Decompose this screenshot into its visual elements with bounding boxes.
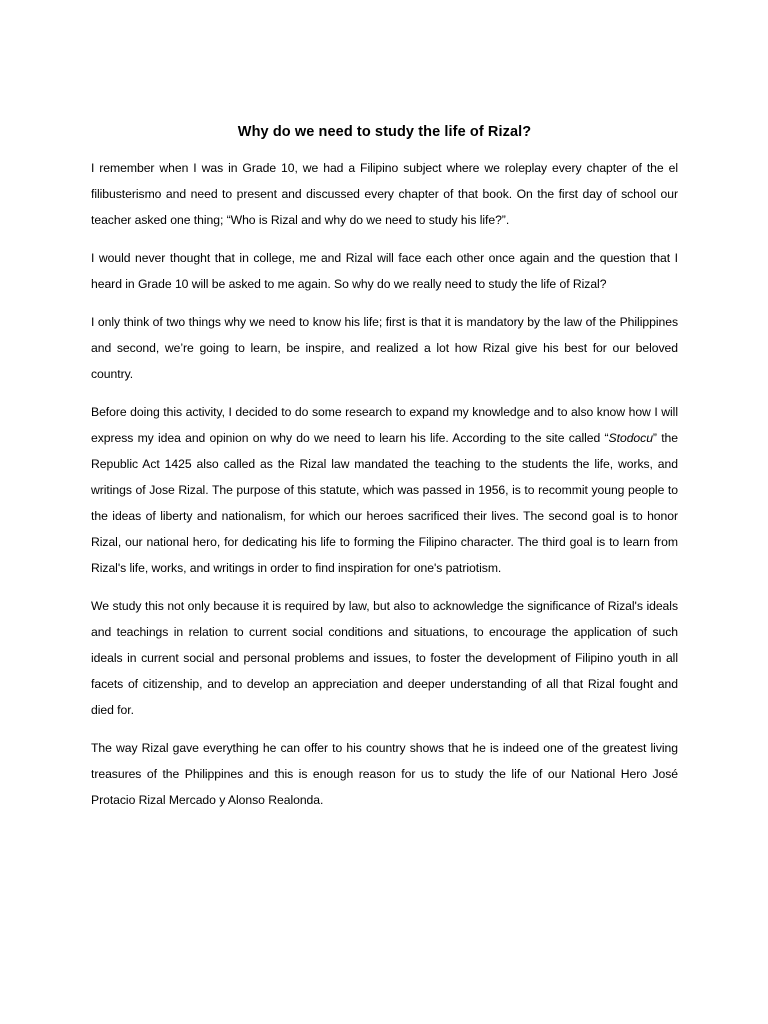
paragraph-conclusion: The way Rizal gave everything he can offer to his country shows that he is indeed one of the greatest living treasures of the Philippines and this is enough reason for us to study the life of our National Hero José Protacio Rizal Mercado y Alonso Realonda.: [91, 741, 678, 807]
paragraph-grade-10-memory: I remember when I was in Grade 10, we had a Filipino subject where we roleplay every chapter of the el filibusterismo and need to present and discussed every chapter of that book. On the first day of school our teacher asked one thing; “Who is Rizal and why do we need to study his life?”.: [91, 161, 678, 227]
site-name-stodocu: Stodocu: [608, 431, 653, 445]
paragraph-college-question: I would never thought that in college, me and Rizal will face each other once again and the question that I heard in Grade 10 will be asked to me again. So why do we really need to study the life of Rizal?: [91, 251, 678, 291]
paragraph-significance: We study this not only because it is required by law, but also to acknowledge the significance of Rizal's ideals and teachings in relation to current social conditions and situations, to encourage the application of such ideals in current social and personal problems and issues, to foster the development of Filipino youth in all facets of citizenship, and to develop an appreciation and deeper understanding of all that Rizal fought and died for.: [91, 599, 678, 717]
paragraph-two-reasons: I only think of two things why we need to know his life; first is that it is mandatory by the law of the Philippines and second, we’re going to learn, be inspire, and realized a lot how Rizal give his best for our beloved country.: [91, 315, 678, 381]
research-intro-text: Before doing this activity, I decided to do some research to expand my knowledge and to also know how I will express my idea and opinion on why do we need to learn his life. According to the site called: [91, 405, 678, 445]
document-title: Why do we need to study the life of Rizal?: [237, 124, 532, 140]
research-body-text: the Republic Act 1425 also called as the Rizal law mandated the teaching to the students the life, works, and writings of Jose Rizal. The purpose of this statute, which was passed in 1956, is to recommit young people to the ideas of liberty and nationalism, for which our heroes sacrificed their lives. The second goal is to honor Rizal, our national hero, for dedicating his life to forming the Filipino character. The third goal is to learn from Rizal's life, works, and writings in order to find inspiration for one's patriotism.: [91, 431, 678, 575]
open-quote: “: [604, 431, 609, 445]
paragraph-research: [91, 399, 678, 581]
close-quote: ”: [652, 431, 657, 445]
